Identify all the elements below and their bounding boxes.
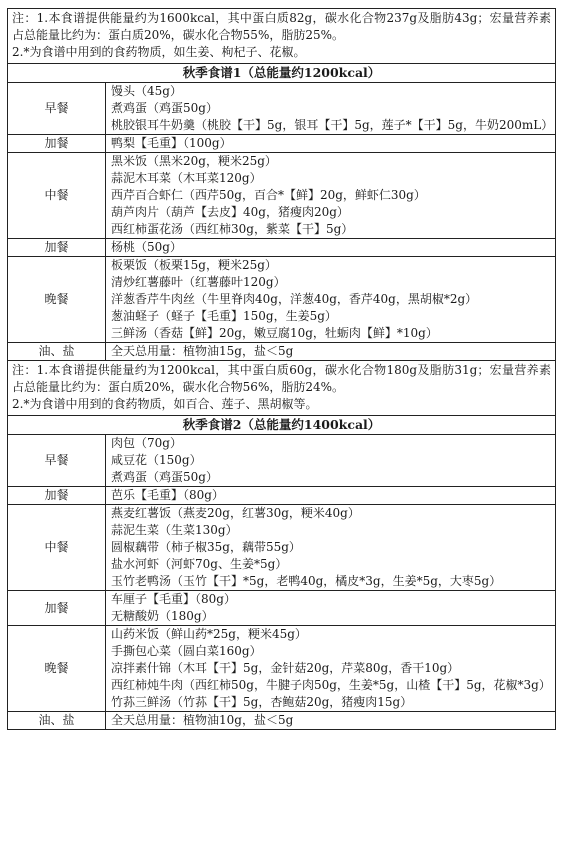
meal-row (8, 83, 555, 135)
meal-label: 中餐 (8, 505, 106, 590)
meal-label: 早餐 (8, 435, 106, 486)
dish-item: 蒜泥生菜（生菜130g） (111, 523, 238, 537)
dish-item: 肉包（70g） (111, 436, 182, 450)
notes-section-1 (8, 9, 555, 64)
note-food-medicine-2: 2.*为食谱中用到的食药物质，如百合、莲子、黑胡椒等。 (12, 397, 318, 411)
notes-section-2 (8, 360, 555, 416)
meal-row (8, 712, 555, 729)
dish-item: 玉竹老鸭汤（玉竹【干】*5g，老鸭40g，橘皮*3g，生姜*5g，大枣5g） (111, 574, 502, 588)
dish-item: 黑米饭（黑米20g，粳米25g） (111, 154, 277, 168)
dish-item: 盐水河虾（河虾70g、生姜*5g） (111, 557, 288, 571)
meal-items (106, 487, 555, 504)
meal-label: 加餐 (8, 487, 106, 504)
meal-items (106, 257, 555, 342)
meal-label: 中餐 (8, 153, 106, 238)
dish-item: 鸭梨【毛重】（100g） (111, 136, 232, 150)
dish-item: 咸豆花（150g） (111, 453, 202, 467)
dish-item: 板栗饭（板栗15g，粳米25g） (111, 258, 277, 272)
meal-label: 晚餐 (8, 257, 106, 342)
meal-label: 加餐 (8, 239, 106, 256)
note-energy-1600: 注：1.本食谱提供能量约为1600kcal，其中蛋白质82g，碳水化合物237g及脂肪43g；宏量营养素占总能量比约为：蛋白质20%，碳水化合物55%，脂肪25%。 (12, 11, 551, 42)
meal-row (8, 505, 555, 591)
dish-item: 芭乐【毛重】（80g） (111, 488, 224, 502)
meal-items (106, 135, 555, 152)
menu2-body (8, 435, 555, 729)
note-food-medicine-1: 2.*为食谱中用到的食药物质，如生姜、枸杞子、花椒。 (12, 45, 306, 59)
meal-items (106, 343, 555, 360)
meal-row (8, 135, 555, 153)
dish-item: 车厘子【毛重】（80g） (111, 592, 236, 606)
dish-item: 西芹百合虾仁（西芹50g，百合*【鲜】20g，鲜虾仁30g） (111, 188, 426, 202)
menu1-title: 秋季食谱1（总能量约1200kcal） (8, 64, 555, 83)
note-energy-1200: 注：1.本食谱提供能量约为1200kcal，其中蛋白质60g，碳水化合物180g及脂肪31g；宏量营养素占总能量比约为：蛋白质20%，碳水化合物56%，脂肪24%。 (12, 363, 551, 394)
meal-row (8, 153, 555, 239)
meal-row (8, 435, 555, 487)
dish-item: 凉拌素什锦（木耳【干】5g，金针菇20g，芹菜80g，香干10g） (111, 661, 460, 675)
dish-item: 西红柿蛋花汤（西红柿30g，紫菜【干】5g） (111, 222, 354, 236)
meal-items (106, 153, 555, 238)
meal-label: 加餐 (8, 135, 106, 152)
meal-items (106, 83, 555, 134)
dish-item: 馒头（45g） (111, 84, 182, 98)
meal-label: 早餐 (8, 83, 106, 134)
dish-item: 山药米饭（鲜山药*25g，粳米45g） (111, 627, 307, 641)
dish-item: 清炒红薯藤叶（红薯藤叶120g） (111, 275, 286, 289)
meal-row (8, 591, 555, 626)
meal-row (8, 343, 555, 360)
meal-label: 晚餐 (8, 626, 106, 711)
diet-menu-table (7, 8, 556, 730)
meal-items (106, 505, 555, 590)
dish-item: 西红柿炖牛肉（西红柿50g，牛腱子肉50g，生姜*5g，山楂【干】5g，花椒*3g） (111, 678, 551, 692)
dish-item: 蒜泥木耳菜（木耳菜120g） (111, 171, 262, 185)
menu1-body (8, 83, 555, 360)
meal-items (106, 591, 555, 625)
meal-row (8, 487, 555, 505)
meal-items (106, 712, 555, 729)
dish-item: 无糖酸奶（180g） (111, 609, 214, 623)
meal-items (106, 239, 555, 256)
dish-item: 葱油蛏子（蛏子【毛重】150g，生姜5g） (111, 309, 337, 323)
dish-item: 全天总用量：植物油15g，盐＜5g (111, 344, 294, 358)
meal-row (8, 257, 555, 343)
dish-item: 杨桃（50g） (111, 240, 182, 254)
meal-row (8, 626, 555, 712)
dish-item: 煮鸡蛋（鸡蛋50g） (111, 101, 218, 115)
dish-item: 桃胶银耳牛奶羹（桃胶【干】5g，银耳【干】5g，莲子*【干】5g，牛奶200mL） (111, 118, 554, 132)
dish-item: 圆椒藕带（柿子椒35g，藕带55g） (111, 540, 301, 554)
dish-item: 手撕包心菜（圆白菜160g） (111, 644, 262, 658)
dish-item: 煮鸡蛋（鸡蛋50g） (111, 470, 218, 484)
meal-label: 油、盐 (8, 343, 106, 360)
meal-row (8, 239, 555, 257)
dish-item: 燕麦红薯饭（燕麦20g，红薯30g，粳米40g） (111, 506, 360, 520)
meal-label: 加餐 (8, 591, 106, 625)
dish-item: 洋葱香芹牛肉丝（牛里脊肉40g，洋葱40g，香芹40g，黑胡椒*2g） (111, 292, 478, 306)
meal-items (106, 626, 555, 711)
dish-item: 三鲜汤（香菇【鲜】20g，嫩豆腐10g，牡蛎肉【鲜】*10g） (111, 326, 438, 340)
meal-items (106, 435, 555, 486)
meal-label: 油、盐 (8, 712, 106, 729)
dish-item: 葫芦肉片（葫芦【去皮】40g，猪瘦肉20g） (111, 205, 349, 219)
menu2-title: 秋季食谱2（总能量约1400kcal） (8, 416, 555, 435)
dish-item: 全天总用量：植物油10g，盐＜5g (111, 713, 294, 727)
dish-item: 竹荪三鲜汤（竹荪【干】5g，杏鲍菇20g，猪瘦肉15g） (111, 695, 413, 709)
